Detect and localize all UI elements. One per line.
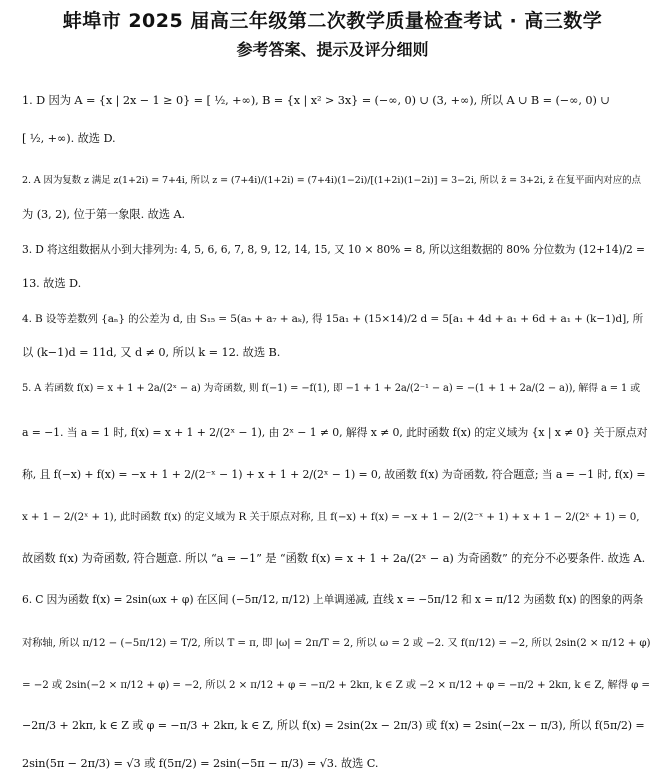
problem-4-line-1: 4. B 设等差数列 {aₙ} 的公差为 d, 由 S₁₅ = 5(a₅ + a₇ + aₖ), 得 15a₁ + (15×14)/2 d = 5[a₁ + 4d + a₁ + 6d + a₁ + (k−1)d], 所 bbox=[22, 313, 644, 325]
problem-5-line-5: 故函数 f(x) 为奇函数, 符合题意. 所以 “a = −1” 是 “函数 f(x) = x + 1 + 2a/(2ˣ − a) 为奇函数” 的充分不必要条件. 故选 A. bbox=[22, 552, 646, 565]
problem-6-line-2: 对称轴, 所以 π/12 − (−5π/12) = T/2, 所以 T = π, 即 |ω| = 2π/T = 2, 所以 ω = 2 或 −2. 又 f(π/12) = −2, 所以 2sin(2 × π/12 + φ) bbox=[22, 637, 651, 649]
problem-5-line-3: 称, 且 f(−x) + f(x) = −x + 1 + 2/(2⁻ˣ − 1) + x + 1 + 2/(2ˣ − 1) = 0, 故函数 f(x) 为奇函数, 符合题意; 当 a = −1 时, f(x) = bbox=[22, 468, 646, 481]
problem-6-line-5: 2sin(5π − 2π/3) = √3 或 f(5π/2) = 2sin(−5π − π/3) = √3. 故选 C. bbox=[22, 757, 379, 770]
problem-3-line-1: 3. D 将这组数据从小到大排列为: 4, 5, 6, 6, 7, 8, 9, 12, 14, 15, 又 10 × 80% = 8, 所以这组数据的 80% 分位数为 (12+14)/2 = bbox=[22, 243, 645, 256]
page-title: 蚌埠市 2025 届高三年级第二次教学质量检查考试 · 高三数学 bbox=[62, 10, 603, 32]
problem-2-line-2: 为 (3, 2), 位于第一象限. 故选 A. bbox=[22, 208, 186, 221]
problem-2-line-1: 2. A 因为复数 z 满足 z(1+2i) = 7+4i, 所以 z = (7+4i)/(1+2i) = (7+4i)(1−2i)/[(1+2i)(1−2i)] = 3−2i, 所以 z̄ = 3+2i, z̄ 在复平面内对应的点 bbox=[22, 175, 641, 186]
problem-5-line-2: a = −1. 当 a = 1 时, f(x) = x + 1 + 2/(2ˣ − 1), 由 2ˣ − 1 ≠ 0, 解得 x ≠ 0, 此时函数 f(x) 的定义域为 {x | x ≠ 0} 关于原点对 bbox=[22, 426, 648, 439]
problem-5-line-1: 5. A 若函数 f(x) = x + 1 + 2a/(2ˣ − a) 为奇函数, 则 f(−1) = −f(1), 即 −1 + 1 + 2a/(2⁻¹ − a) = −(1 + 1 + 2a/(2 − a)), 解得 a = 1 或 bbox=[22, 383, 641, 394]
problem-1-line-1: 1. D 因为 A = {x | 2x − 1 ≥ 0} = [ ½, +∞), B = {x | x² > 3x} = (−∞, 0) ∪ (3, +∞), 所以 A ∪ B = (−∞, 0) ∪ bbox=[22, 94, 610, 107]
problem-4-line-2: 以 (k−1)d = 11d, 又 d ≠ 0, 所以 k = 12. 故选 B. bbox=[22, 346, 281, 359]
problem-6-line-3: = −2 或 2sin(−2 × π/12 + φ) = −2, 所以 2 × π/12 + φ = −π/2 + 2kπ, k ∈ Z 或 −2 × π/12 + φ = −π/2 + 2kπ, k ∈ Z, 解得 φ = bbox=[22, 679, 650, 691]
problem-5-line-4: x + 1 − 2/(2ˣ + 1), 此时函数 f(x) 的定义域为 R 关于原点对称, 且 f(−x) + f(x) = −x + 1 − 2/(2⁻ˣ + 1) + x + 1 − 2/(2ˣ + 1) = 0, bbox=[22, 511, 640, 523]
problem-1-line-2: [ ½, +∞). 故选 D. bbox=[22, 132, 116, 145]
problem-6-line-1: 6. C 因为函数 f(x) = 2sin(ωx + φ) 在区间 (−5π/12, π/12) 上单调递减, 直线 x = −5π/12 和 x = π/12 为函数 f(x) 的图象的两条 bbox=[22, 593, 644, 606]
problem-3-line-2: 13. 故选 D. bbox=[22, 277, 82, 290]
page-subtitle: 参考答案、提示及评分细则 bbox=[236, 40, 429, 59]
problem-6-line-4: −2π/3 + 2kπ, k ∈ Z 或 φ = −π/3 + 2kπ, k ∈ Z, 所以 f(x) = 2sin(2x − 2π/3) 或 f(x) = 2sin(−2x − π/3), 所以 f(5π/2) = bbox=[22, 719, 645, 732]
